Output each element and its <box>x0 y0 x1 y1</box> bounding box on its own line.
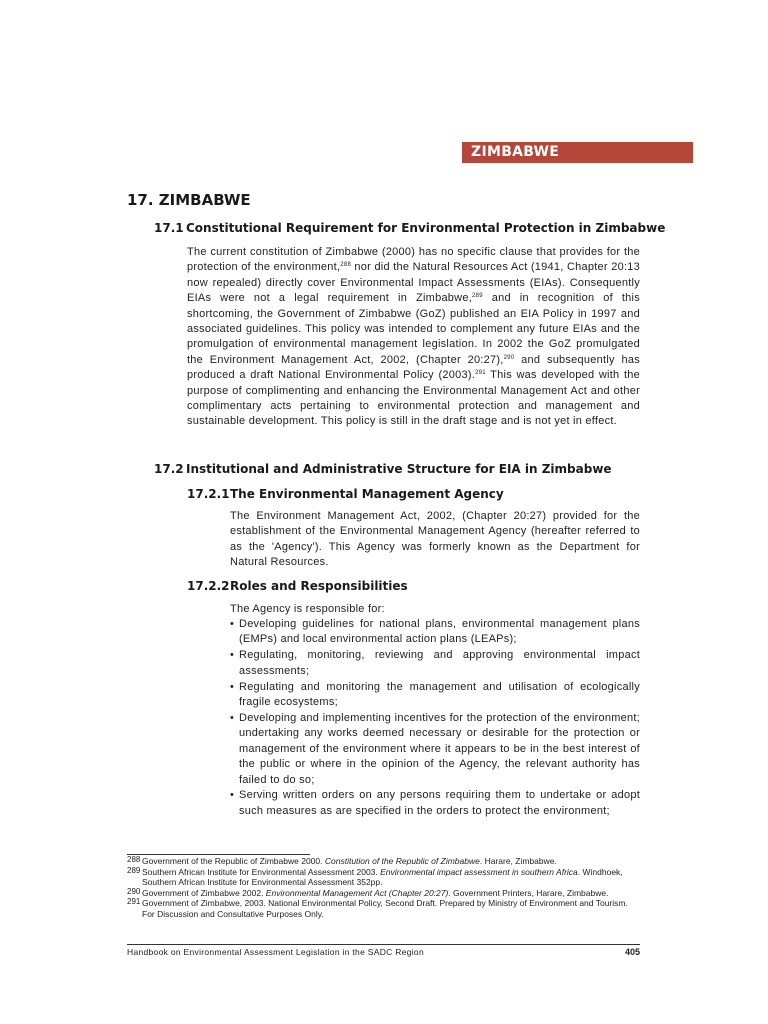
list-item <box>230 648 640 679</box>
section-number: 17.2 <box>154 462 184 476</box>
footnote-text: . Government Printers, Harare, Zimbabwe. <box>448 887 609 898</box>
text-run: and in recognition of this shortcoming, the Government of Zimbabwe (GoZ) published an EIA Policy in 1997 and associated guidelines. This policy was intended to complement any future EIAs and the promulgation of environmental management legislation. In 2002 the GoZ promulgated the Environment Management Act, 2002, (Chapter 20:27), <box>187 292 640 366</box>
footnote-title: Environmental impact assessment in southern Africa <box>380 866 578 877</box>
section-number: 17.1 <box>154 221 184 235</box>
list-item-text: Developing guidelines for national plans, environmental management plans (EMPs) and local environmental action plans (LEAPs); <box>239 618 640 646</box>
list-item-text: Regulating, monitoring, reviewing and approving environmental impact assessments; <box>239 649 640 677</box>
text-run: The current constitution of Zimbabwe (2000) has no specific clause that provides for the protection of the environment, <box>187 246 640 274</box>
footer-title: Handbook on Environmental Assessment Legislation in the SADC Region <box>127 947 424 957</box>
footnote <box>127 898 642 919</box>
paragraph-17-2-1: The Environment Management Act, 2002, (Chapter 20:27) provided for the establishment of the Environmental Management Agency (hereafter referred to as the 'Agency'). This Agency was formerly known as the Department for Natural Resources. <box>230 510 640 569</box>
subsection-title: The Environmental Management Agency <box>230 487 504 501</box>
chapter-banner: ZIMBABWE <box>462 142 693 163</box>
bullet-glyph: • <box>230 711 235 724</box>
footnote-divider <box>127 854 310 855</box>
list-item <box>230 617 640 648</box>
footnote-text: Government of Zimbabwe, 2003. National Environmental Policy, Second Draft. Prepared by Ministry of Environment and Tourism. For Discussion and Consultative Purposes Only. <box>142 898 628 919</box>
footnote-text: . Harare, Zimbabwe. <box>479 856 557 866</box>
subsection-heading-17-2-2 <box>187 579 408 593</box>
footnote-number: 291 <box>127 897 141 906</box>
footnote-text: Government of the Republic of Zimbabwe 2000. <box>142 856 325 866</box>
bullet-glyph: • <box>230 789 235 802</box>
footnote <box>127 867 642 888</box>
list-item-text: Regulating and monitoring the management and utilisation of ecologically fragile ecosystems; <box>239 680 640 709</box>
footnote-number: 288 <box>127 855 141 864</box>
bullet-glyph: • <box>230 649 235 662</box>
footnote-ref: 288 <box>340 262 352 269</box>
section-heading-17-2 <box>154 462 612 476</box>
footnotes <box>127 856 642 919</box>
list-item <box>230 711 640 788</box>
footnote-ref: 291 <box>475 370 486 377</box>
paragraph-17-1 <box>187 245 640 430</box>
bullet-glyph: • <box>230 618 235 630</box>
footnote <box>127 856 642 867</box>
list-item-text: Serving written orders on any persons requiring them to undertake or adopt such measures as are specified in the orders to protect the environment; <box>239 789 640 817</box>
footnote <box>127 888 642 899</box>
subsection-heading-17-2-1 <box>187 487 504 501</box>
page-number: 405 <box>624 947 640 957</box>
footnote-text: Southern African Institute for Environmental Assessment 2003. <box>142 866 381 877</box>
list-item <box>230 680 640 711</box>
subsection-number: 17.2.2 <box>187 579 230 593</box>
footnote-ref: 289 <box>472 293 483 300</box>
section-title: Institutional and Administrative Structure for EIA in Zimbabwe <box>186 462 612 476</box>
footnote-text: Government of Zimbabwe 2002. <box>142 887 266 898</box>
bullet-glyph: • <box>230 680 235 693</box>
footnote-title: Constitution of the Republic of Zimbabwe <box>324 856 480 866</box>
chapter-heading: 17. ZIMBABWE <box>127 191 251 209</box>
footer-divider <box>127 944 640 945</box>
footnote-number: 289 <box>127 865 141 875</box>
list-item <box>230 788 640 819</box>
footnote-text: . Windhoek, Southern African Institute for Environmental Assessment 352pp. <box>142 866 623 887</box>
text-run: This was developed with the purpose of complimenting and enhancing the Environmental Management Act and other complimentary acts pertaining to environmental protection and management and sustainable development. This policy is still in the draft stage and is not yet in effect. <box>187 369 641 428</box>
list-item-text: Developing and implementing incentives for the protection of the environment; undertaking any works deemed necessary or desirable for the protection or management of the environment where it appears to be in the best interest of the public or where in the opinion of the Agency, the relevant authority has failed to do so; <box>239 711 640 786</box>
subsection-title: Roles and Responsibilities <box>230 579 408 593</box>
text-run: and subsequently has produced a draft National Environmental Policy (2003). <box>187 353 640 382</box>
subsection-number: 17.2.1 <box>187 487 230 501</box>
text-run: nor did the Natural Resources Act (1941, Chapter 20:13 now repealed) directly cover Environmental Impact Assessments (EIAs). Consequently EIAs were not a legal requirement in Zimbabwe, <box>187 261 640 305</box>
footnote-number: 290 <box>127 886 141 896</box>
footnote-title: Environmental Management Act (Chapter 20:27) <box>265 887 449 898</box>
footnote-ref: 290 <box>503 354 515 361</box>
responsibilities-list <box>230 617 640 820</box>
section-title: Constitutional Requirement for Environmental Protection in Zimbabwe <box>186 221 666 235</box>
responsibilities-intro: The Agency is responsible for: <box>230 603 385 615</box>
section-heading-17-1 <box>154 221 665 235</box>
